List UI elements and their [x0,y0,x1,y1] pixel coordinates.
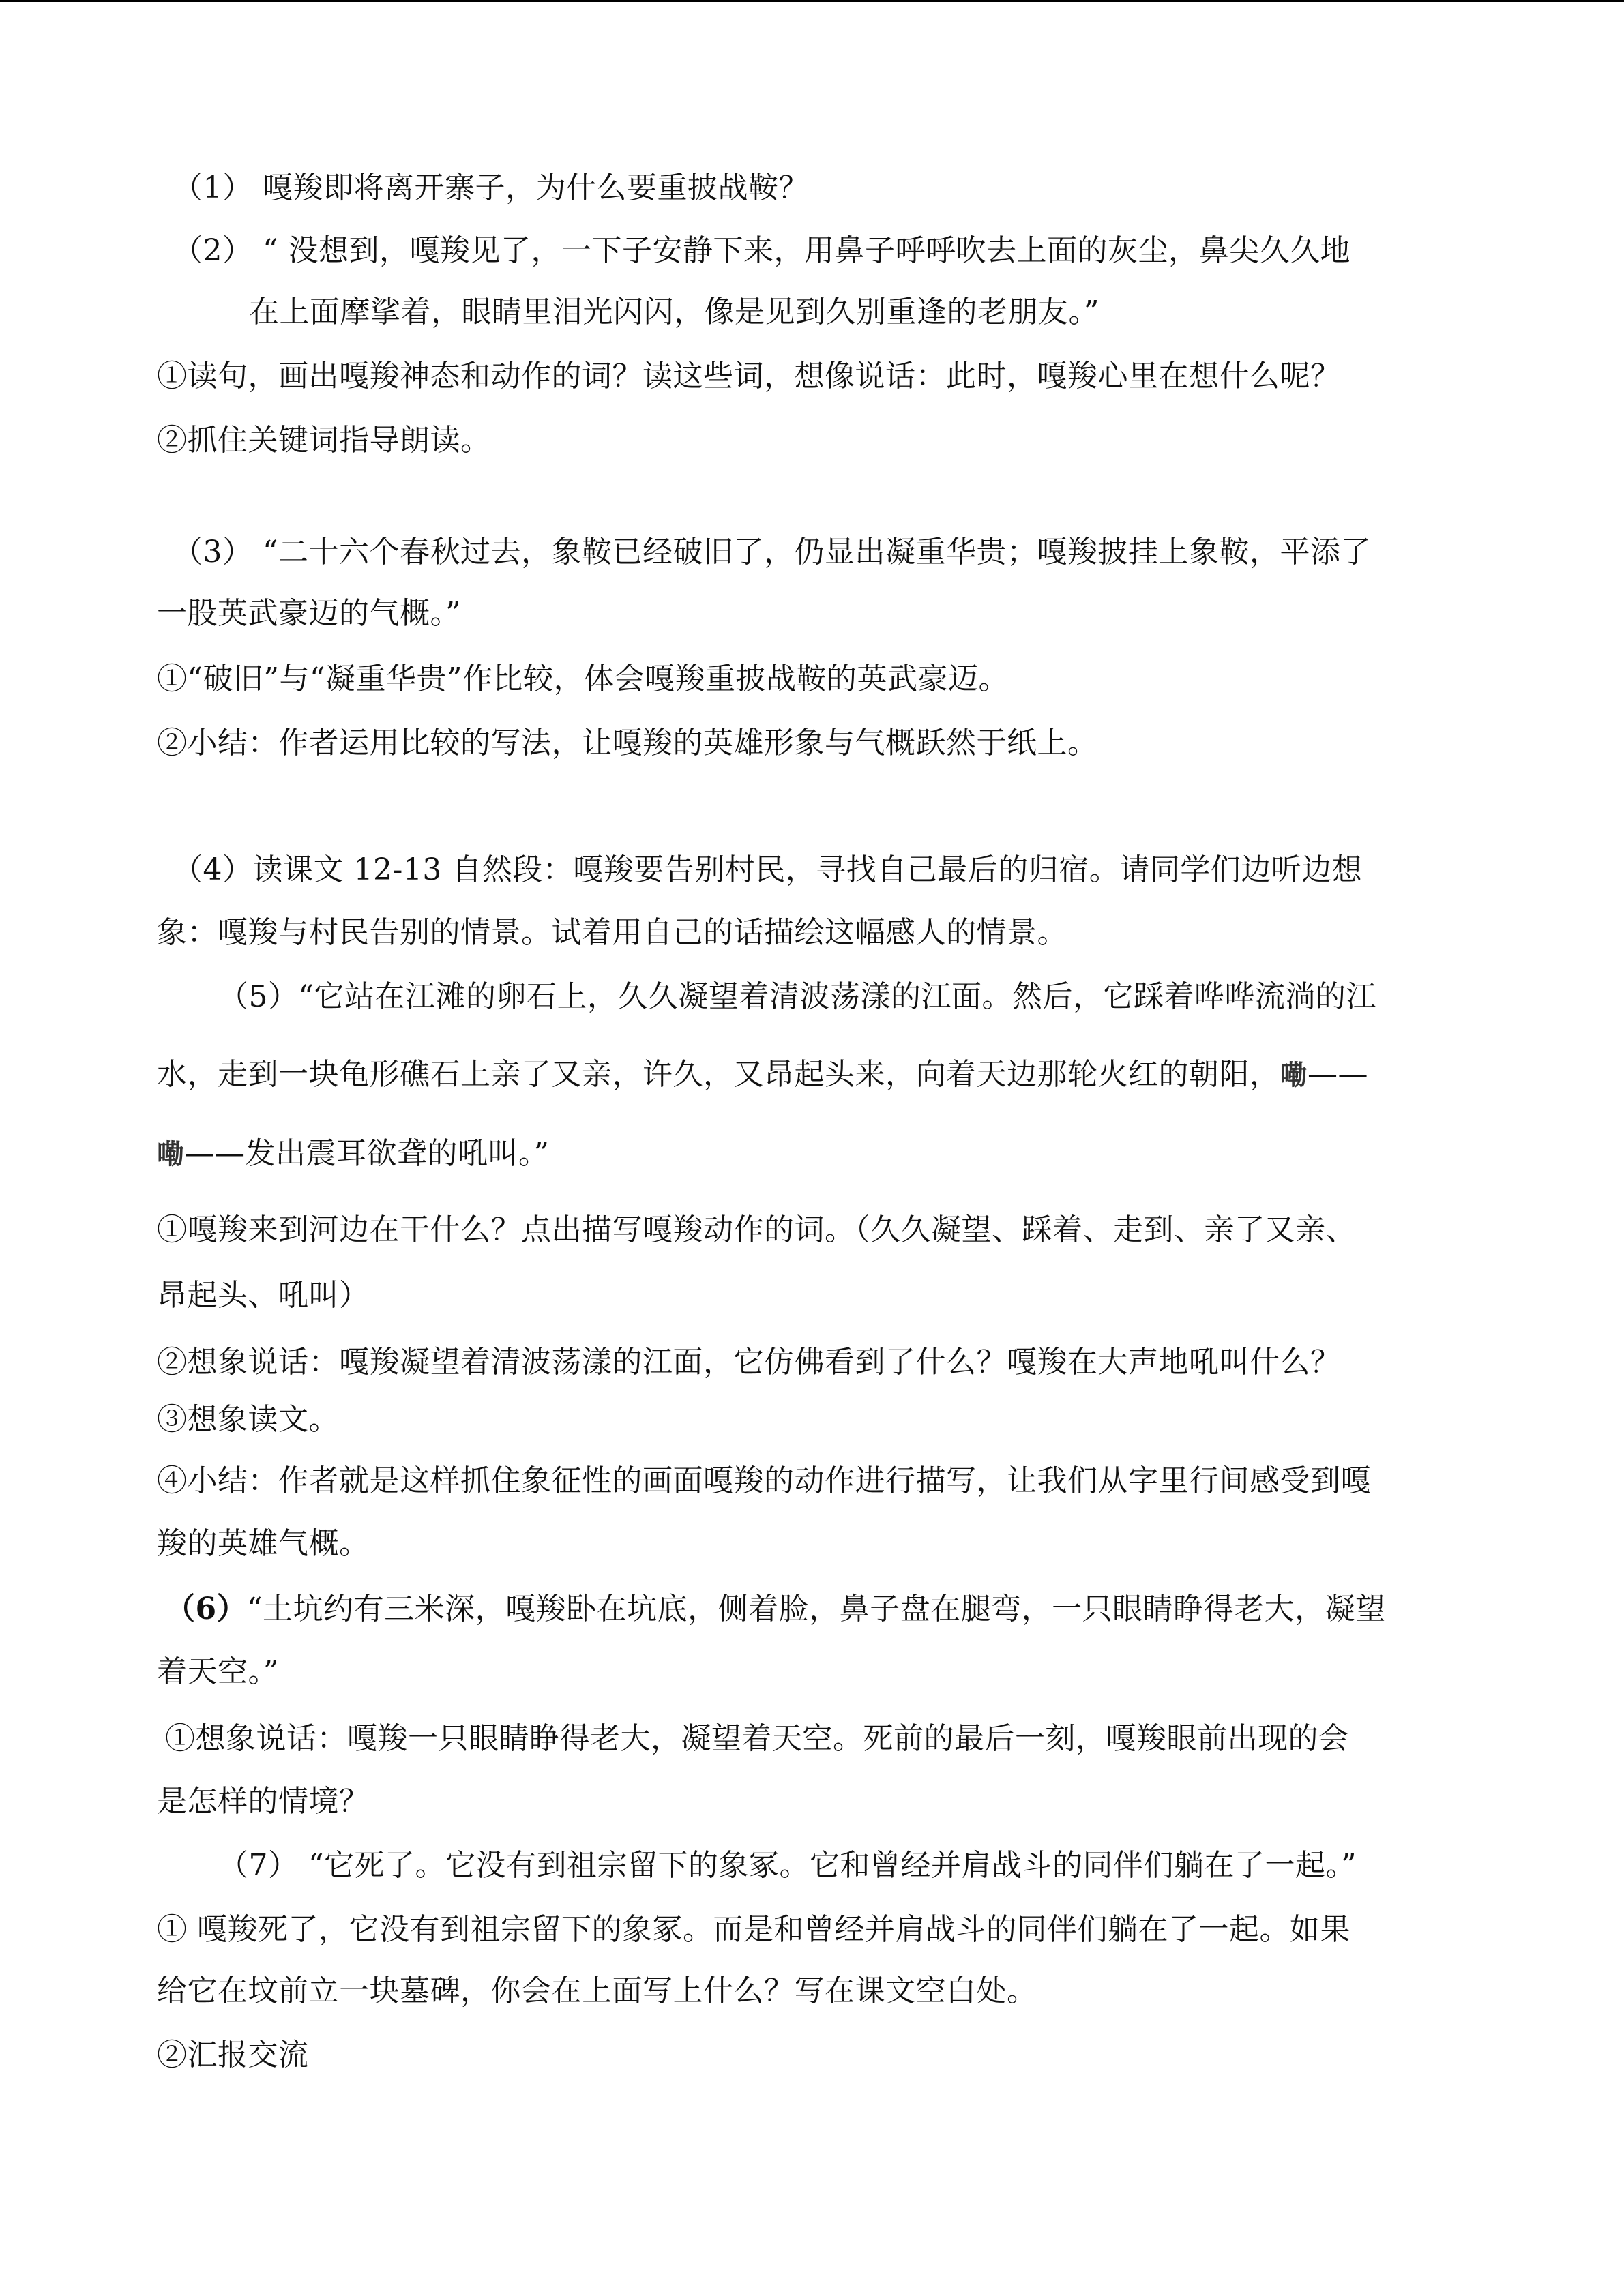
roar-sound-glyph: 嘞 [1280,1060,1308,1091]
roar-dash: —— [1308,1057,1368,1092]
question-6-item-1-line-2: 是怎样的情境？ [157,1784,370,1819]
question-2-item-1: ①读句，画出嘎羧神态和动作的词？读这些词，想像说话：此时，嘎羧心里在想什么呢？ [157,359,1341,393]
question-5-line-2 [157,1056,1368,1094]
question-6-item-1-line-1: ①想象说话：嘎羧一只眼睛睁得老大，凝望着天空。死前的最后一刻，嘎羧眼前出现的会 [165,1721,1349,1756]
question-5-item-2: ②想象说话：嘎羧凝望着清波荡漾的江面，它仿佛看到了什么？嘎羧在大声地吼叫什么？ [157,1345,1341,1380]
question-5-line-2-text: 水，走到一块龟形礁石上亲了又亲，许久，又昂起头来，向着天边那轮火红的朝阳， [157,1057,1280,1092]
roar-sound-glyph-2: 嘞 [157,1139,185,1170]
question-3-item-1: ①“破旧”与“凝重华贵”作比较，体会嘎羧重披战鞍的英武豪迈。 [157,661,1009,696]
question-7-item-2: ②汇报交流 [157,2038,309,2072]
question-4-line-2: 象：嘎羧与村民告别的情景。试着用自己的话描绘这幅感人的情景。 [157,915,1067,950]
question-4-line-1: （4）读课文 12-13 自然段：嘎羧要告别村民，寻找自己最后的归宿。请同学们边听边想 [173,852,1363,887]
question-2-line-2: 在上面摩挲着，眼睛里泪光闪闪，像是见到久别重逢的老朋友。” [249,295,1099,329]
question-3-item-2: ②小结：作者运用比较的写法，让嘎羧的英雄形象与气概跃然于纸上。 [157,726,1098,760]
question-5-item-4-line-1: ④小结：作者就是这样抓住象征性的画面嘎羧的动作进行描写，让我们从字里行间感受到嘎 [157,1463,1371,1498]
question-7-item-1-line-2: 给它在坟前立一块墓碑，你会在上面写上什么？写在课文空白处。 [157,1973,1037,2008]
question-6-line-2: 着天空。” [157,1654,279,1689]
question-6-line-1 [165,1590,1386,1628]
question-5-item-1-line-1: ①嘎羧来到河边在干什么？点出描写嘎羧动作的词。（久久凝望、踩着、走到、亲了又亲、 [157,1212,1356,1247]
question-5-line-3-text: ——发出震耳欲聋的吼叫。” [184,1136,550,1171]
question-5-line-3 [157,1135,550,1174]
top-border-line [0,0,1624,2]
question-5-item-4-line-2: 羧的英雄气概。 [157,1526,370,1561]
question-5-item-1-line-2: 昂起头、吼叫） [157,1278,370,1313]
question-3-line-2: 一股英武豪迈的气概。” [157,596,461,631]
question-5-line-1: （5）“它站在江滩的卵石上，久久凝望着清波荡漾的江面。然后，它踩着哗哗流淌的江 [218,979,1376,1014]
question-6-text: “土坑约有三米深，嘎羧卧在坑底，侧着脸，鼻子盘在腿弯，一只眼睛睁得老大，凝望 [247,1592,1386,1626]
question-2-line-1: （2） “ 没想到，嘎羧见了，一下子安静下来，用鼻子呼呼吹去上面的灰尘，鼻尖久久地 [173,233,1350,268]
question-2-item-2: ②抓住关键词指导朗读。 [157,423,491,458]
question-6-number: （6） [165,1592,248,1626]
question-7-line-1: （7） “它死了。它没有到祖宗留下的象冢。它和曾经并肩战斗的同伴们躺在了一起。” [218,1848,1357,1883]
question-5-item-3: ③想象读文。 [157,1402,339,1437]
question-3-line-1: （3） “二十六个春秋过去，象鞍已经破旧了，仍显出凝重华贵；嘎羧披挂上象鞍，平添了 [173,535,1371,569]
question-1: （1） 嘎羧即将离开寨子，为什么要重披战鞍？ [173,170,809,205]
question-7-item-1-line-1: ① 嘎羧死了，它没有到祖宗留下的象冢。而是和曾经并肩战斗的同伴们躺在了一起。如果 [157,1912,1350,1947]
